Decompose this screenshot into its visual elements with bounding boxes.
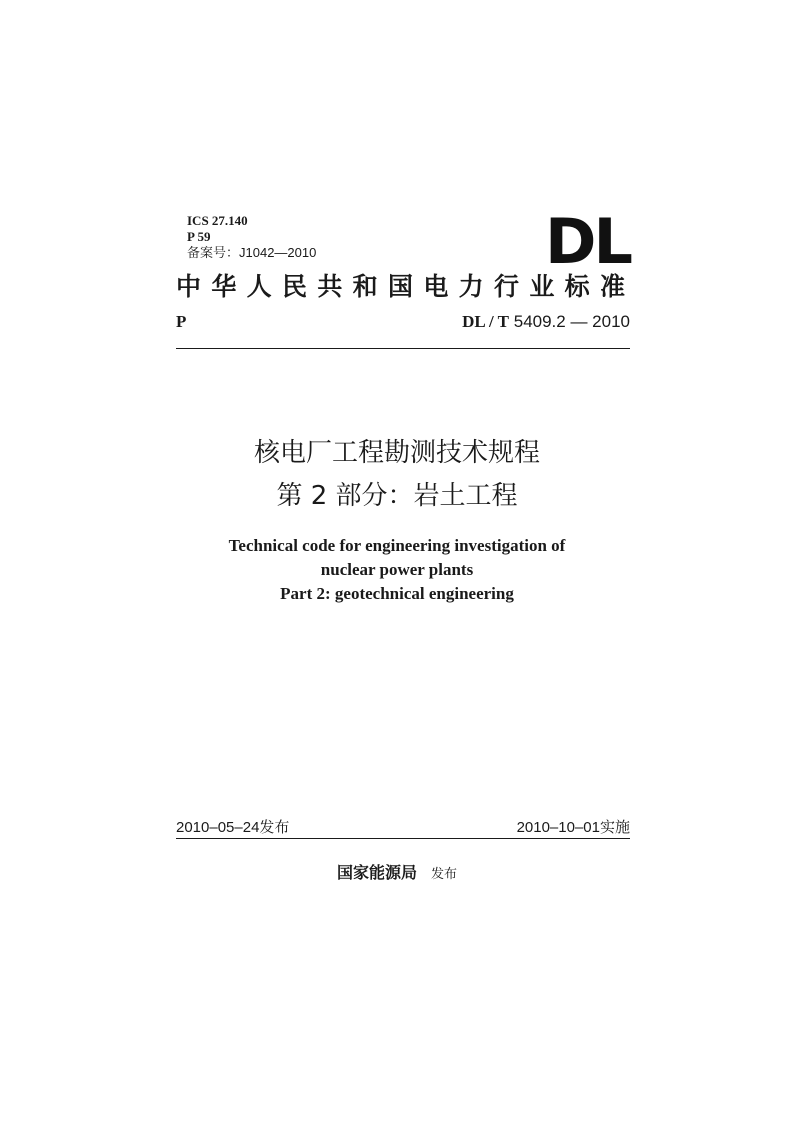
title-cn-main: 核电厂工程勘测技术规程 [253,438,540,468]
effective-date: 2010–10–01实施 [516,819,630,836]
footer-divider [176,838,630,839]
title-en-line1: Technical code for engineering investigation of [228,536,566,555]
ics-code: ICS 27.140 [187,213,248,228]
header-divider [176,348,630,349]
dl-logo: DL [545,205,630,278]
standard-number-value: 5409.2 — 2010 [513,312,630,331]
standard-number-prefix: DL / T [462,312,509,331]
filing-number: 备案号：J1042—2010 [187,245,317,260]
issuer-org: 国家能源局 [336,863,417,882]
class-letter: P [176,312,187,331]
standard-category: 中华人民共和国电力行业标准 [176,272,630,301]
issuer [0,862,794,886]
classification-code: P 59 [187,229,211,244]
standard-number [462,312,630,332]
issuer-action: 发布 [431,867,458,882]
title-cn-part: 第 2 部分：岩土工程 [276,481,518,511]
title-en-line3: Part 2: geotechnical engineering [280,584,514,603]
issue-date: 2010–05–24发布 [176,819,290,836]
title-en-line2: nuclear power plants [320,560,474,579]
